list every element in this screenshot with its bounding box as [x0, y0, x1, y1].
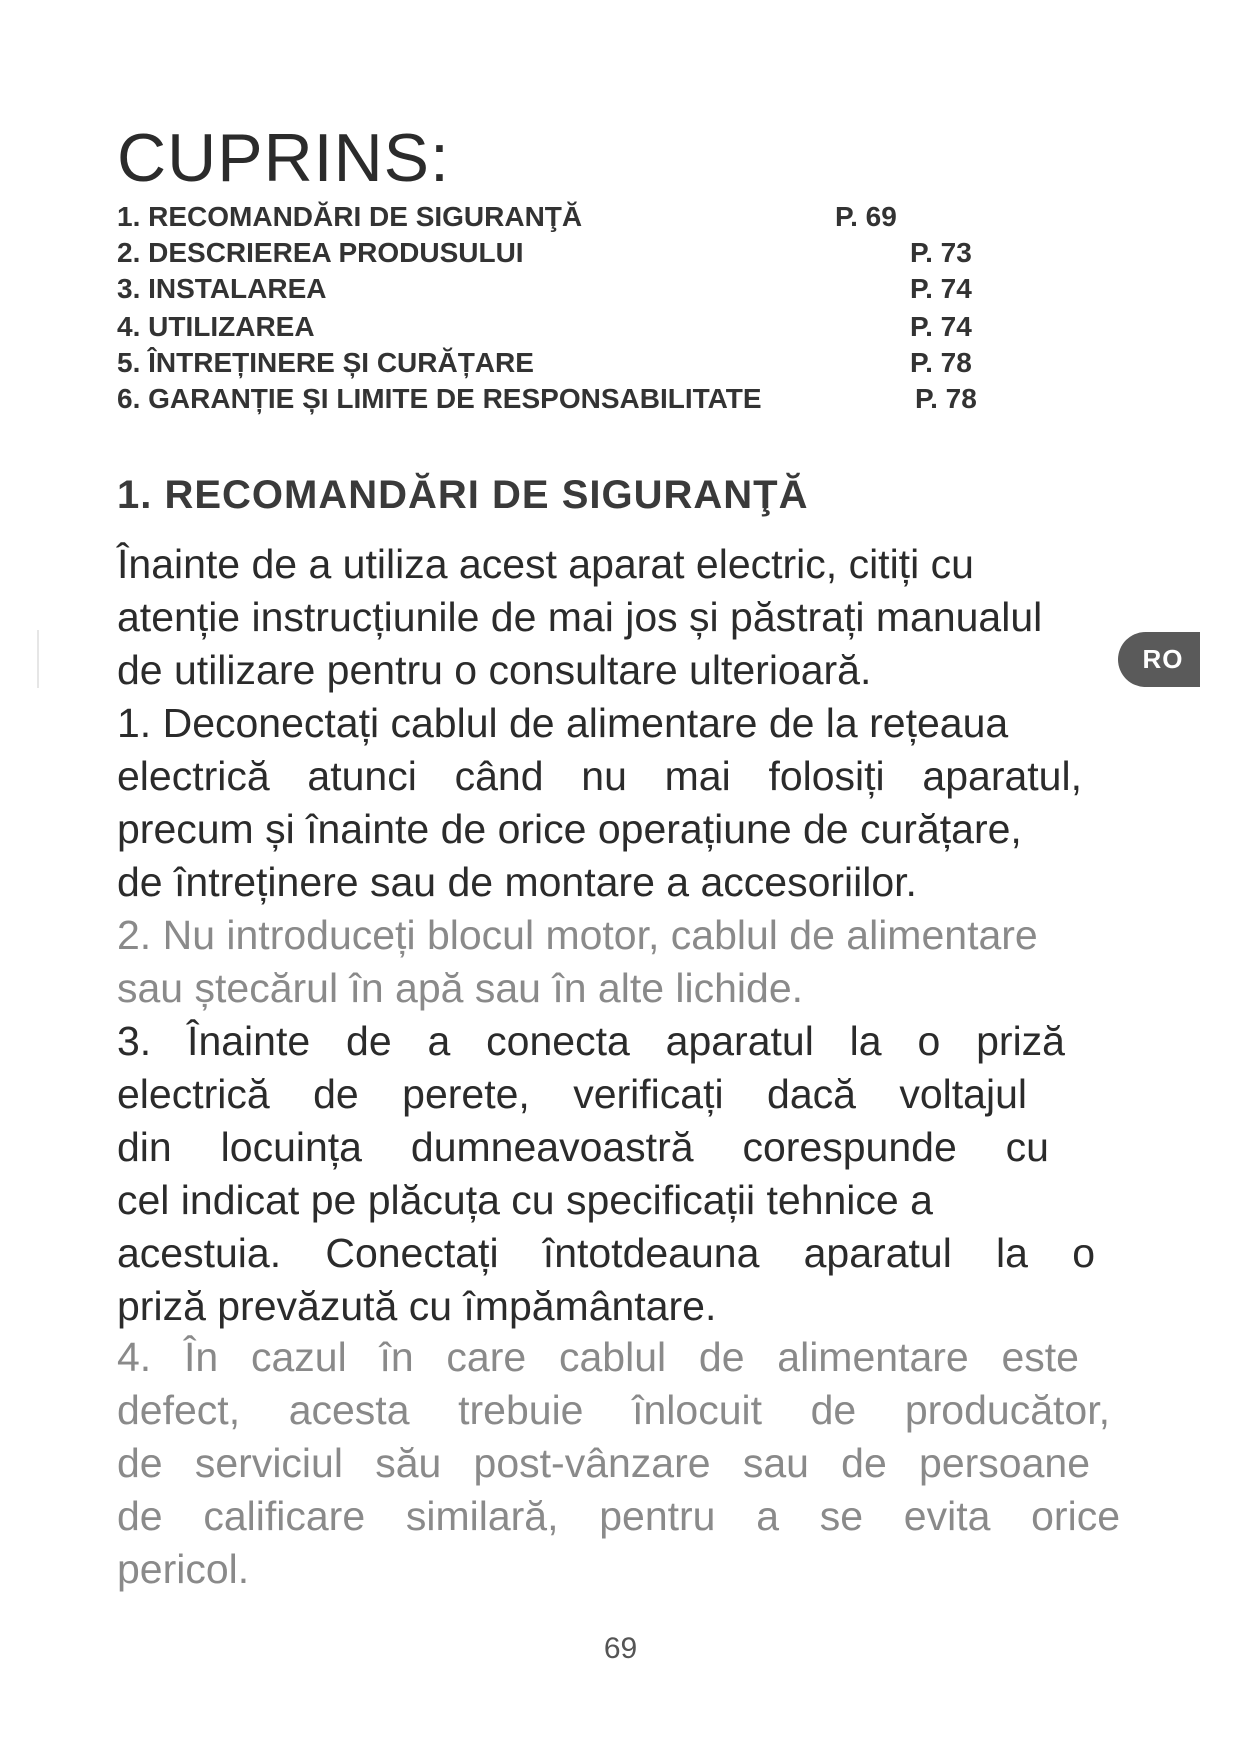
- text-line: defect, acesta trebuie înlocuit de producător,: [117, 1387, 1110, 1433]
- toc-row: [117, 235, 1117, 271]
- toc-row: [117, 271, 1117, 307]
- toc-label: 1. RECOMANDĂRI DE SIGURANŢĂ: [117, 201, 583, 232]
- text-line: 4. În cazul în care cablul de alimentare este: [117, 1334, 1079, 1380]
- page-edge-mark: [37, 630, 39, 688]
- toc-label: 6. GARANȚIE ȘI LIMITE DE RESPONSABILITATE: [117, 383, 762, 414]
- safety-item-1: [117, 697, 1137, 909]
- text-line: sau ștecărul în apă sau în alte lichide.: [117, 965, 804, 1011]
- safety-item-2: [117, 909, 1137, 1015]
- text-line: Înainte de a utiliza acest aparat electric, citiți cu: [117, 541, 974, 587]
- text-line: 1. Deconectați cablul de alimentare de la rețeaua: [117, 700, 1009, 746]
- toc-page: P. 78: [915, 383, 977, 414]
- toc-label: 5. ÎNTREȚINERE ȘI CURĂȚARE: [117, 347, 534, 378]
- toc-label: 3. INSTALAREA: [117, 273, 327, 304]
- toc-row: [117, 345, 1117, 381]
- text-line: din locuința dumneavoastră corespunde cu: [117, 1124, 1049, 1170]
- toc-label: 4. UTILIZAREA: [117, 311, 315, 342]
- toc-page: P. 74: [910, 311, 972, 342]
- text-line: de serviciul său post-vânzare sau de persoane: [117, 1440, 1090, 1486]
- text-line: de întreținere sau de montare a accesoriilor.: [117, 859, 917, 905]
- text-line: 3. Înainte de a conecta aparatul la o priză: [117, 1018, 1065, 1064]
- safety-item-3: [117, 1015, 1137, 1333]
- text-line: cel indicat pe plăcuța cu specificații tehnice a: [117, 1177, 933, 1223]
- text-line: electrică atunci când nu mai folosiți aparatul,: [117, 753, 1082, 799]
- text-line: electrică de perete, verificați dacă voltajul: [117, 1071, 1027, 1117]
- toc-row: [117, 199, 1117, 235]
- section-heading: 1. RECOMANDĂRI DE SIGURANŢĂ: [117, 473, 809, 517]
- text-line: priză prevăzută cu împământare.: [117, 1283, 717, 1329]
- language-tab: RO: [1118, 632, 1200, 687]
- text-line: 2. Nu introduceți blocul motor, cablul de alimentare: [117, 912, 1038, 958]
- toc-label: 2. DESCRIEREA PRODUSULUI: [117, 237, 524, 268]
- page-title: CUPRINS:: [117, 120, 450, 196]
- toc-row: [117, 309, 1117, 345]
- page-number: 69: [603, 1632, 638, 1665]
- toc-row: [117, 381, 1117, 417]
- safety-item-4: [117, 1331, 1137, 1596]
- text-line: de calificare similară, pentru a se evita orice: [117, 1493, 1120, 1539]
- toc-page: P. 73: [910, 237, 972, 268]
- toc-page: P. 74: [910, 273, 972, 304]
- intro-paragraph: [117, 538, 1137, 697]
- text-line: acestuia. Conectați întotdeauna aparatul la o: [117, 1230, 1095, 1276]
- text-line: precum și înainte de orice operațiune de curățare,: [117, 806, 1022, 852]
- text-line: de utilizare pentru o consultare ulterioară.: [117, 647, 872, 693]
- toc-page: P. 78: [910, 347, 972, 378]
- text-line: pericol.: [117, 1546, 250, 1592]
- text-line: atenție instrucțiunile de mai jos și păstrați manualul: [117, 594, 1043, 640]
- toc-page: P. 69: [835, 201, 897, 232]
